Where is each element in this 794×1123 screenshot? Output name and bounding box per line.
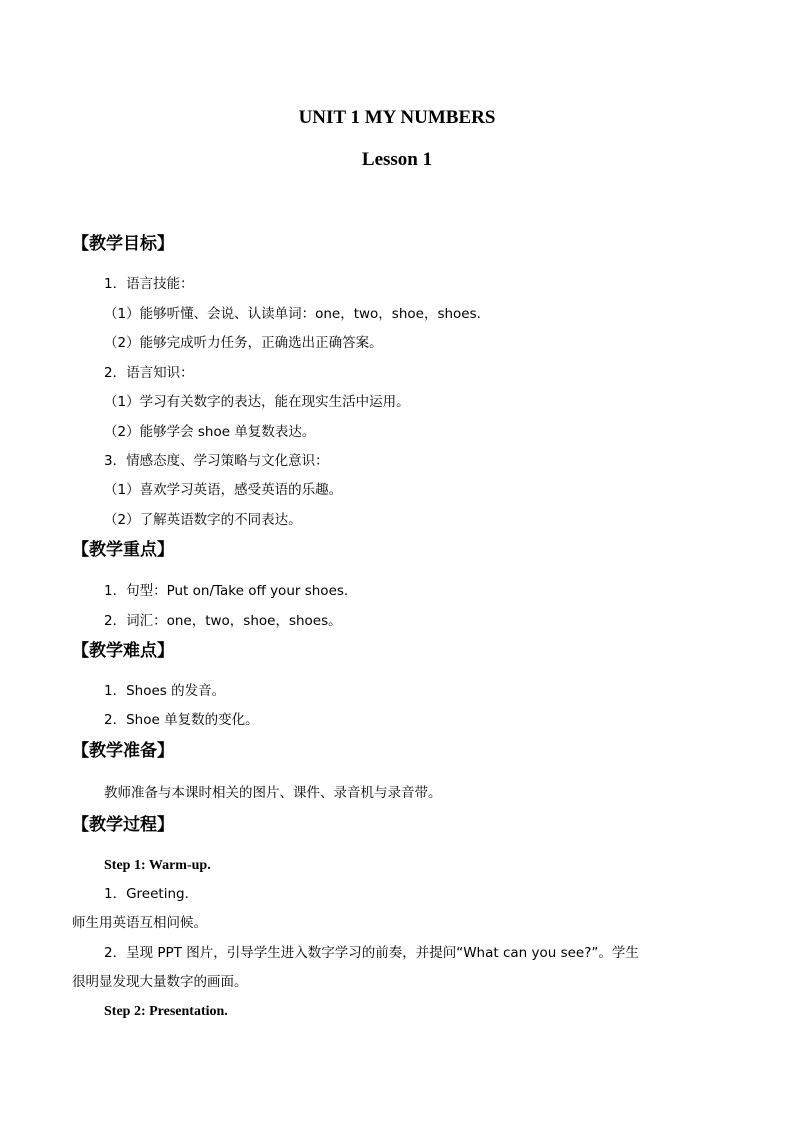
objective-line: （2）能够完成听力任务，正确选出正确答案。 [104,335,383,351]
objective-line: （2）能够学会 shoe 单复数表达。 [104,424,316,440]
section-heading-key-points: 【教学重点】 [72,540,174,560]
lesson-title: Lesson 1 [361,149,433,170]
section-heading-preparation: 【教学准备】 [72,741,174,761]
objective-line: 1．语言技能： [104,276,194,292]
objective-line: （1）学习有关数字的表达，能在现实生活中运用。 [104,394,410,410]
key-point-line: 2．词汇：one，two，shoe，shoes。 [104,613,342,629]
step-heading-warm-up: Step 1: Warm-up. [104,858,211,873]
process-line: 很明显发现大量数字的画面。 [72,974,248,990]
section-heading-objectives: 【教学目标】 [72,234,174,254]
objective-line: （2）了解英语数字的不同表达。 [104,512,302,528]
unit-title: UNIT 1 MY NUMBERS [298,107,496,128]
step-heading-presentation: Step 2: Presentation. [104,1004,228,1019]
objective-line: 3．情感态度、学习策略与文化意识： [104,453,329,469]
section-heading-difficulties: 【教学难点】 [72,641,174,661]
process-line: 2．呈现 PPT 图片，引导学生进入数字学习的前奏，并提问“What can you see?”。学生 [104,945,639,961]
key-point-line: 1．句型：Put on/Take off your shoes. [104,583,349,599]
process-line: 1．Greeting. [104,886,189,902]
section-heading-process: 【教学过程】 [72,815,174,835]
difficulty-line: 2．Shoe 单复数的变化。 [104,712,259,728]
objective-line: （1）能够听懂、会说、认读单词：one，two，shoe，shoes. [104,306,481,322]
process-line: 师生用英语互相问候。 [72,915,207,931]
difficulty-line: 1．Shoes 的发音。 [104,683,226,699]
objective-line: 2．语言知识： [104,365,194,381]
objective-line: （1）喜欢学习英语，感受英语的乐趣。 [104,482,343,498]
preparation-line: 教师准备与本课时相关的图片、课件、录音机与录音带。 [104,785,442,801]
